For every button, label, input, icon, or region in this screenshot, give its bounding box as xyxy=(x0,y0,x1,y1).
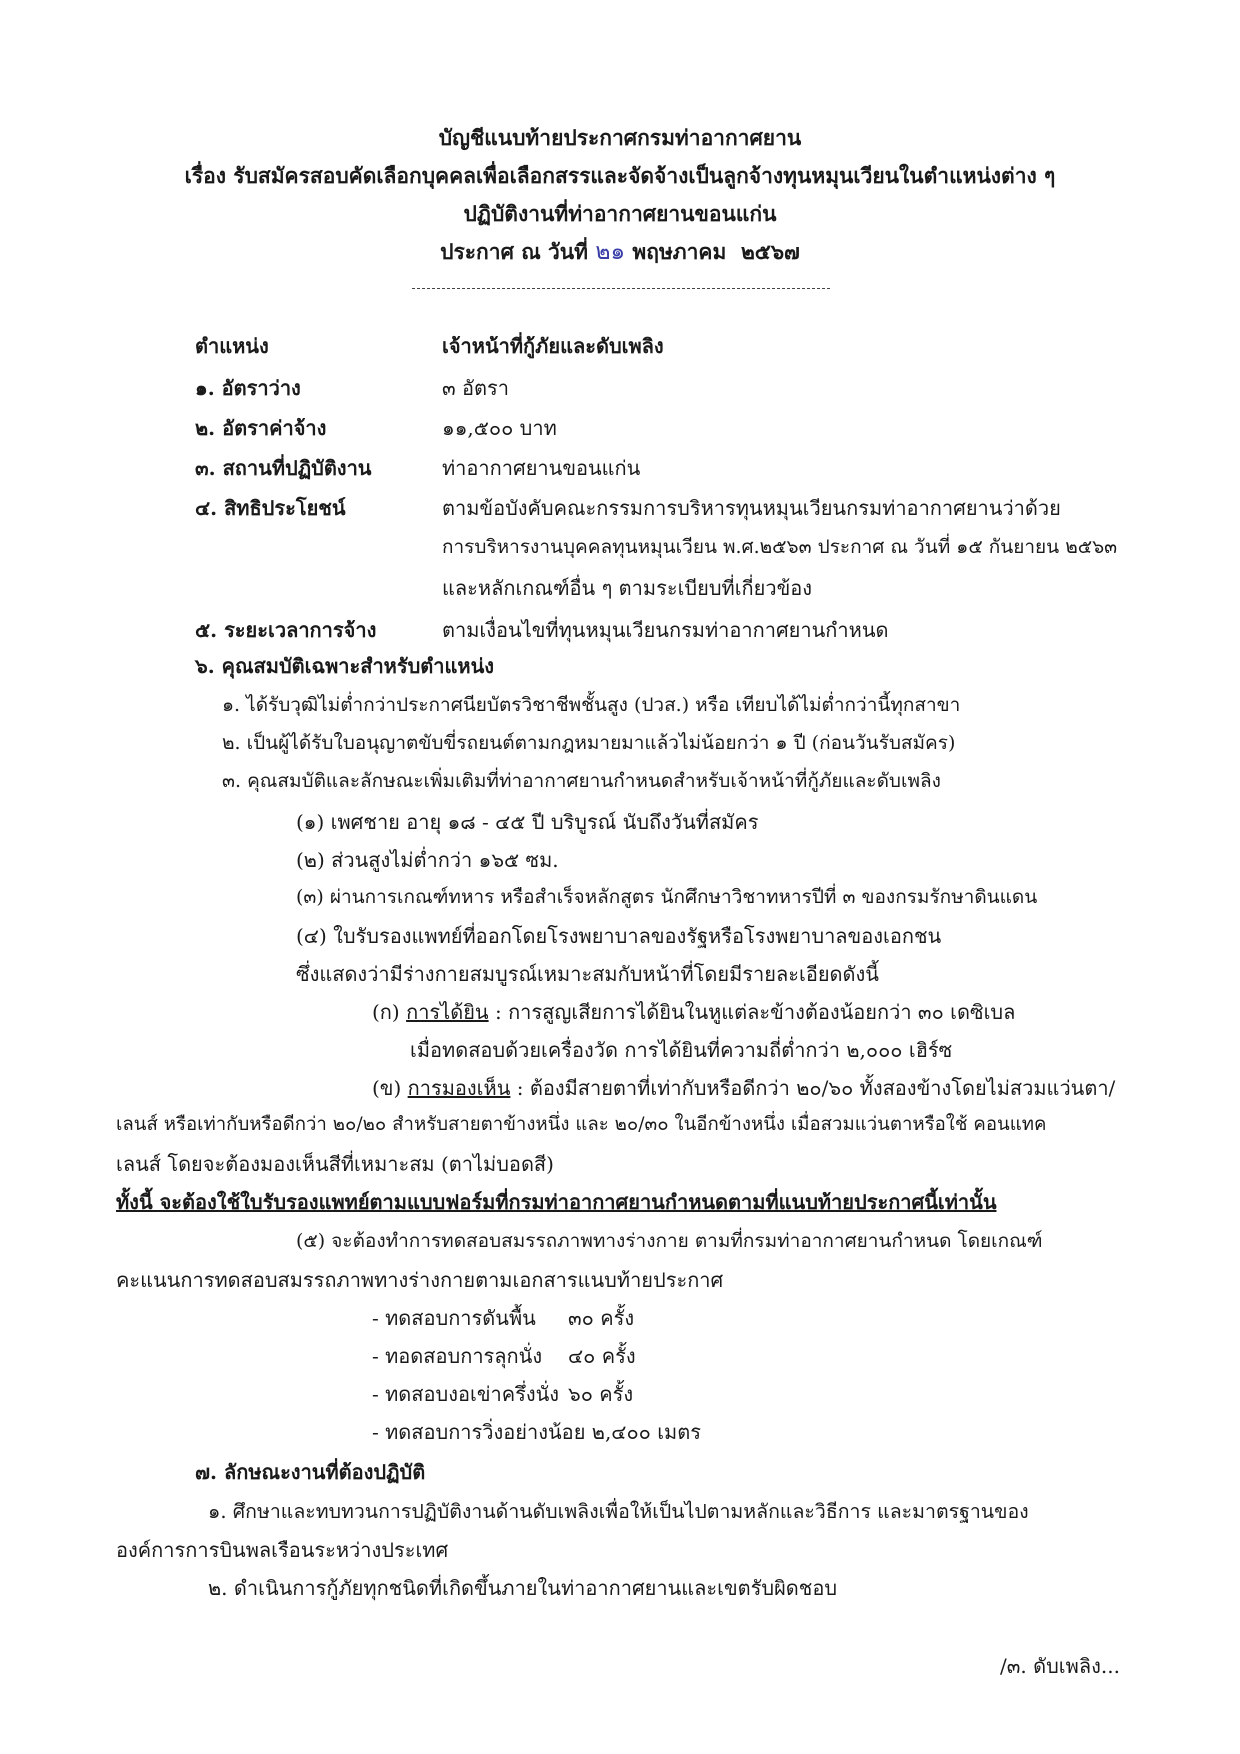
vision-line xyxy=(372,1078,1115,1098)
test-situp-count: ๔๐ ครั้ง xyxy=(568,1344,636,1368)
header-date xyxy=(0,234,1240,270)
duties-heading: ๗. ลักษณะงานที่ต้องปฏิบัติ xyxy=(195,1460,426,1484)
vision-text: : ต้องมีสายตาที่เท่ากับหรือดีกว่า ๒๐/๖๐ ทั้งสองข้างโดยไม่สวมแว่นตา/ xyxy=(510,1076,1116,1100)
divider xyxy=(412,288,830,289)
hearing-text: : การสูญเสียการได้ยินในหูแต่ละข้างต้องน้อยกว่า ๓๐ เดซิเบล xyxy=(488,1000,1016,1024)
term-value: ตามเงื่อนไขที่ทุนหมุนเวียนกรมท่าอากาศยานกำหนด xyxy=(442,618,889,642)
header-line-3: ปฏิบัติงานที่ท่าอากาศยานขอนแก่น xyxy=(463,201,777,226)
header-line-2: เรื่อง รับสมัครสอบคัดเลือกบุคคลเพื่อเลือกสรรและจัดจ้างเป็นลูกจ้างทุนหมุนเวียนในตำแหน่งต่าง ๆ xyxy=(184,163,1056,188)
sub-qualification-3: (๓) ผ่านการเกณฑ์ทหาร หรือสำเร็จหลักสูตร นักศึกษาวิชาทหารปีที่ ๓ ของกรมรักษาดินแดน xyxy=(296,886,1038,908)
continuation-marker: /๓. ดับเพลิง... xyxy=(1000,1654,1120,1678)
date-year: ๒๕๖๗ xyxy=(740,239,800,264)
sub-qualification-4b: ซึ่งแสดงว่ามีร่างกายสมบูรณ์เหมาะสมกับหน้าที่โดยมีรายละเอียดดังนี้ xyxy=(296,962,879,986)
benefit-line-3: และหลักเกณฑ์อื่น ๆ ตามระเบียบที่เกี่ยวข้อง xyxy=(442,576,813,600)
sub-qualification-1: (๑) เพศชาย อายุ ๑๘ - ๔๕ ปี บริบูรณ์ นับถึงวันที่สมัคร xyxy=(296,810,759,834)
test-run: - ทดสอบการวิ่งอย่างน้อย ๒,๔๐๐ เมตร xyxy=(372,1420,701,1444)
date-day: ๒๑ xyxy=(595,239,626,265)
sub-qualification-2: (๒) ส่วนสูงไม่ต่ำกว่า ๑๖๕ ซม. xyxy=(296,848,559,872)
hearing-line xyxy=(372,1002,1015,1022)
wage-label: ๒. อัตราค่าจ้าง xyxy=(195,416,327,440)
term-label: ๕. ระยะเวลาการจ้าง xyxy=(195,618,377,642)
benefit-line-2: การบริหารงานบุคคลทุนหมุนเวียน พ.ศ.๒๕๖๓ ประกาศ ณ วันที่ ๑๕ กันยายน ๒๕๖๓ xyxy=(442,536,1118,558)
fitness-test-line-1: (๕) จะต้องทำการทดสอบสมรรถภาพทางร่างกาย ตามที่กรมท่าอากาศยานกำหนด โดยเกณฑ์ xyxy=(296,1230,1043,1252)
test-squat-name: - ทดสอบงอเข่าครึ่งนั่ง xyxy=(372,1382,560,1406)
header-line-1: บัญชีแนบท้ายประกาศกรมท่าอากาศยาน xyxy=(438,125,802,150)
test-squat-count: ๖๐ ครั้ง xyxy=(568,1382,634,1406)
benefit-label: ๔. สิทธิประโยชน์ xyxy=(195,496,346,520)
qualification-2: ๒. เป็นผู้ได้รับใบอนุญาตขับขี่รถยนต์ตามกฎหมายมาแล้วไม่น้อยกว่า ๑ ปี (ก่อนวันรับสมัคร) xyxy=(222,732,956,754)
hearing-prefix: (ก) xyxy=(372,1000,400,1024)
vacancy-value: ๓ อัตรา xyxy=(442,376,510,400)
date-prefix: ประกาศ ณ วันที่ xyxy=(440,239,588,264)
qualification-3: ๓. คุณสมบัติและลักษณะเพิ่มเติมที่ท่าอากาศยานกำหนดสำหรับเจ้าหน้าที่กู้ภัยและดับเพลิง xyxy=(222,770,941,792)
duty-1b: องค์การการบินพลเรือนระหว่างประเทศ xyxy=(116,1538,449,1562)
position-value: เจ้าหน้าที่กู้ภัยและดับเพลิง xyxy=(442,334,664,358)
test-pushup-count: ๓๐ ครั้ง xyxy=(568,1306,635,1330)
vision-line-2: เลนส์ หรือเท่ากับหรือดีกว่า ๒๐/๒๐ สำหรับสายตาข้างหนึ่ง และ ๒๐/๓๐ ในอีกข้างหนึ่ง เมื่อสวมแว่นตาหรือใช้ คอนแทค xyxy=(116,1114,1047,1135)
hearing-line-2: เมื่อทดสอบด้วยเครื่องวัด การได้ยินที่ความถี่ต่ำกว่า ๒,๐๐๐ เฮิร์ซ xyxy=(410,1038,953,1062)
date-month: พฤษภาคม xyxy=(632,239,727,264)
medical-certificate-notice: ทั้งนี้ จะต้องใช้ใบรับรองแพทย์ตามแบบฟอร์มที่กรมท่าอากาศยานกำหนดตามที่แนบท้ายประกาศนี้เท่านั้น xyxy=(116,1190,997,1214)
position-label: ตำแหน่ง xyxy=(195,334,269,358)
place-label: ๓. สถานที่ปฏิบัติงาน xyxy=(195,456,372,480)
vision-prefix: (ข) xyxy=(372,1076,402,1100)
wage-value: ๑๑,๕๐๐ บาท xyxy=(442,416,557,440)
benefit-line-1: ตามข้อบังคับคณะกรรมการบริหารทุนหมุนเวียนกรมท่าอากาศยานว่าด้วย xyxy=(442,496,1061,520)
vision-title: การมองเห็น xyxy=(407,1076,511,1100)
vision-line-3: เลนส์ โดยจะต้องมองเห็นสีที่เหมาะสม (ตาไม่บอดสี) xyxy=(116,1152,554,1176)
hearing-title: การได้ยิน xyxy=(406,1000,489,1024)
qualification-1: ๑. ได้รับวุฒิไม่ต่ำกว่าประกาศนียบัตรวิชาชีพชั้นสูง (ปวส.) หรือ เทียบได้ไม่ต่ำกว่านี้ทุกสาขา xyxy=(222,694,961,716)
duty-1a: ๑. ศึกษาและทบทวนการปฏิบัติงานด้านดับเพลิงเพื่อให้เป็นไปตามหลักและวิธีการ และมาตรฐานของ xyxy=(208,1500,1029,1523)
qualifications-heading: ๖. คุณสมบัติเฉพาะสำหรับตำแหน่ง xyxy=(195,654,495,678)
test-situp-name: - ทอดสอบการลุกนั่ง xyxy=(372,1344,543,1368)
fitness-test-line-2: คะแนนการทดสอบสมรรถภาพทางร่างกายตามเอกสารแนบท้ายประกาศ xyxy=(116,1268,724,1292)
duty-2: ๒. ดำเนินการกู้ภัยทุกชนิดที่เกิดขึ้นภายในท่าอากาศยานและเขตรับผิดชอบ xyxy=(208,1576,838,1600)
vacancy-label: ๑. อัตราว่าง xyxy=(195,376,301,400)
test-pushup-name: - ทดสอบการดันพื้น xyxy=(372,1306,536,1330)
sub-qualification-4a: (๔) ใบรับรองแพทย์ที่ออกโดยโรงพยาบาลของรัฐหรือโรงพยาบาลของเอกชน xyxy=(296,924,942,948)
place-value: ท่าอากาศยานขอนแก่น xyxy=(442,456,641,480)
